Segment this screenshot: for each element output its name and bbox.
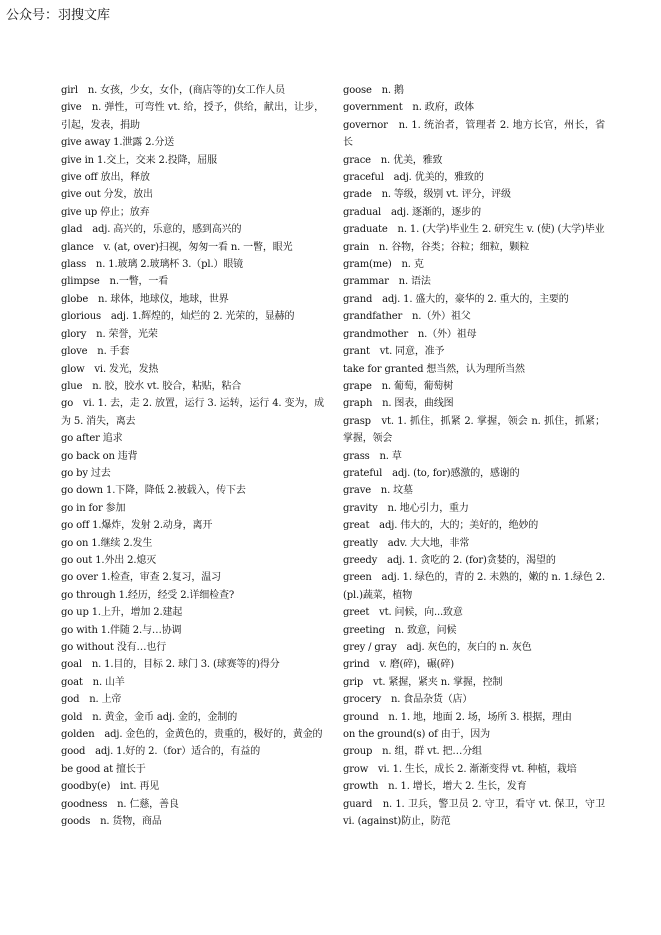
- vocab-entry: gold n. 黄金，金币 adj. 金的，金制的: [61, 711, 238, 723]
- vocab-entry: grateful adj. (to, for)感激的，感谢的: [343, 467, 520, 479]
- vocab-entry: grant vt. 同意，准予: [343, 346, 445, 358]
- vocab-entry: good adj. 1.好的 2.（for）适合的，有益的: [61, 746, 261, 758]
- vocab-entry: grip vt. 紧握，紧夹 n. 掌握，控制: [343, 676, 503, 688]
- vocab-entry: goodby(e) int. 再见: [61, 781, 160, 793]
- vocab-entry: grocery n. 食品杂货（店）: [343, 694, 473, 706]
- vocab-entry: go over 1.检查，审查 2.复习，温习: [61, 572, 221, 584]
- vocab-entry: go on 1.继续 2.发生: [61, 537, 153, 549]
- vocab-entry: go through 1.经历，经受 2.详细检查?: [61, 589, 235, 601]
- vocab-entry: goodness n. 仁慈，善良: [61, 798, 179, 810]
- vocab-entry: glorious adj. 1.辉煌的，灿烂的 2. 光荣的，显赫的: [61, 311, 295, 323]
- vocab-entry: guard n. 1. 卫兵，警卫员 2. 守卫，看守 vt. 保卫，守卫 vi. (against)防止，防范: [343, 798, 605, 828]
- vocab-entry: grand adj. 1. 盛大的，豪华的 2. 重大的，主要的: [343, 293, 569, 305]
- vocab-entry: go with 1.伴随 2.与…协调: [61, 624, 182, 636]
- vocab-entry: god n. 上帝: [61, 694, 122, 706]
- vocab-entry: glow vi. 发光，发热: [61, 363, 159, 375]
- vocab-entry: go vi. 1. 去，走 2. 放置，运行 3. 运转，运行 4. 变为，成为 5. 消失，离去: [61, 398, 324, 427]
- vocab-entry: group n. 组，群 vt. 把…分组: [343, 746, 482, 758]
- vocab-entry: girl n. 女孩，少女，女仆，(商店等的)女工作人员: [61, 85, 285, 96]
- vocab-entry: green adj. 1. 绿色的，青的 2. 未熟的，嫩的 n. 1.绿色 2.(pl.)蔬菜，植物: [343, 572, 605, 601]
- vocab-entry: greedy adj. 1. 贪吃的 2. (for)贪婪的，渴望的: [343, 554, 556, 566]
- vocab-entry: glad adj. 高兴的，乐意的，感到高兴的: [61, 224, 242, 236]
- vocab-entry: give off 放出，释放: [61, 172, 150, 184]
- vocab-entry: go after 追求: [61, 433, 123, 445]
- vocab-entry: grade n. 等级，级别 vt. 评分，评级: [343, 189, 511, 201]
- vocab-entry: go down 1.下降，降低 2.被载入，传下去: [61, 485, 246, 497]
- vocab-entry: great adj. 伟大的，大的；美好的，绝妙的: [343, 520, 539, 532]
- page-header: 公众号：羽搜文库: [6, 8, 111, 23]
- vocab-entry: grace n. 优美，雅致: [343, 154, 443, 166]
- vocab-entry: gradual adj. 逐渐的，逐步的: [343, 206, 481, 218]
- vocab-entry: grasp vt. 1. 抓住，抓紧 2. 掌握，领会 n. 抓住，抓紧；掌握，领会: [343, 415, 605, 445]
- left-column: [61, 82, 324, 830]
- vocab-entry: take for granted 想当然，认为理所当然: [343, 363, 525, 375]
- vocab-entry: grey / gray adj. 灰色的，灰白的 n. 灰色: [343, 642, 532, 653]
- vocab-entry: grow vi. 1. 生长，成长 2. 渐渐变得 vt. 种植，栽培: [343, 763, 577, 775]
- vocab-entry: glue n. 胶，胶水 vt. 胶合，粘贴，粘合: [61, 380, 242, 392]
- vocab-entry: glance v. (at, over)扫视，匆匆一看 n. 一瞥，眼光: [61, 241, 293, 253]
- vocab-entry: grave n. 坟墓: [343, 485, 413, 497]
- vocab-entry: graceful adj. 优美的，雅致的: [343, 172, 484, 184]
- vocab-entry: go without 没有…也行: [61, 642, 167, 653]
- vocab-entry: goal n. 1.目的，目标 2. 球门 3. (球赛等的)得分: [61, 659, 280, 671]
- vocab-entry: grass n. 草: [343, 450, 402, 462]
- vocab-entry: ground n. 1. 地，地面 2. 场，场所 3. 根据，理由: [343, 711, 572, 723]
- vocab-entry: glove n. 手套: [61, 346, 130, 358]
- vocab-entry: go in for 参加: [61, 502, 126, 514]
- vocab-entry: give up 停止；放弃: [61, 206, 150, 218]
- vocab-entry: graduate n. 1. (大学)毕业生 2. 研究生 v. (使) (大学)毕业: [343, 224, 605, 236]
- vocab-entry: greet vt. 问候，向...致意: [343, 607, 463, 619]
- vocab-entry: go by 过去: [61, 467, 111, 479]
- vocab-entry: give away 1.泄露 2.分送: [61, 137, 175, 149]
- vocab-entry: be good at 擅长于: [61, 763, 146, 775]
- vocab-entry: golden adj. 金色的，金黄色的，贵重的，极好的，黄金的: [61, 729, 323, 741]
- vocab-entry: grape n. 葡萄，葡萄树: [343, 380, 454, 392]
- vocab-entry: goat n. 山羊: [61, 676, 125, 688]
- vocab-entry: governor n. 1. 统治者，管理者 2. 地方长官，州长，省长: [343, 119, 605, 149]
- vocab-entry: on the ground(s) of 由于，因为: [343, 729, 490, 741]
- vocab-entry: gravity n. 地心引力，重力: [343, 502, 469, 514]
- vocab-entry: goods n. 货物，商品: [61, 816, 162, 828]
- vocab-entry: glory n. 荣誉，光荣: [61, 328, 158, 340]
- vocab-entry: government n. 政府，政体: [343, 102, 475, 114]
- vocab-entry: globe n. 球体，地球仪，地球，世界: [61, 293, 229, 305]
- vocab-entry: greeting n. 致意，问候: [343, 624, 457, 636]
- vocab-entry: give out 分发，放出: [61, 189, 153, 201]
- vocab-entry: graph n. 图表，曲线图: [343, 398, 454, 410]
- vocab-entry: growth n. 1. 增长，增大 2. 生长，发育: [343, 781, 527, 793]
- vocab-entry: go off 1.爆炸，发射 2.动身，离开: [61, 520, 213, 532]
- vocab-entry: grammar n. 语法: [343, 276, 431, 288]
- vocab-entry: grain n. 谷物，谷类；谷粒；细粒，颗粒: [343, 241, 530, 253]
- vocab-entry: goose n. 鹅: [343, 85, 404, 96]
- vocab-entry: glass n. 1.玻璃 2.玻璃杯 3.（pl.）眼镜: [61, 259, 244, 271]
- vocab-entry: go up 1.上升，增加 2.建起: [61, 607, 183, 619]
- vocab-entry: go out 1.外出 2.熄灭: [61, 554, 157, 566]
- vocab-entry: grind v. 磨(碎)，碾(碎): [343, 659, 454, 671]
- vocab-entry: grandmother n.（外）祖母: [343, 328, 477, 340]
- vocab-entry: give in 1.交上，交来 2.投降，屈服: [61, 154, 217, 166]
- vocab-entry: go back on 违背: [61, 450, 138, 462]
- vocab-entry: greatly adv. 大大地，非常: [343, 537, 470, 549]
- vocab-entry: give n. 弹性，可弯性 vt. 给，授予，供给，献出，让步，引起，发表，捐助: [61, 102, 324, 131]
- vocab-entry: grandfather n.（外）祖父: [343, 311, 471, 323]
- vocab-entry: glimpse n.一瞥，一看: [61, 276, 169, 288]
- right-column: [343, 82, 605, 830]
- vocab-entry: gram(me) n. 克: [343, 259, 424, 271]
